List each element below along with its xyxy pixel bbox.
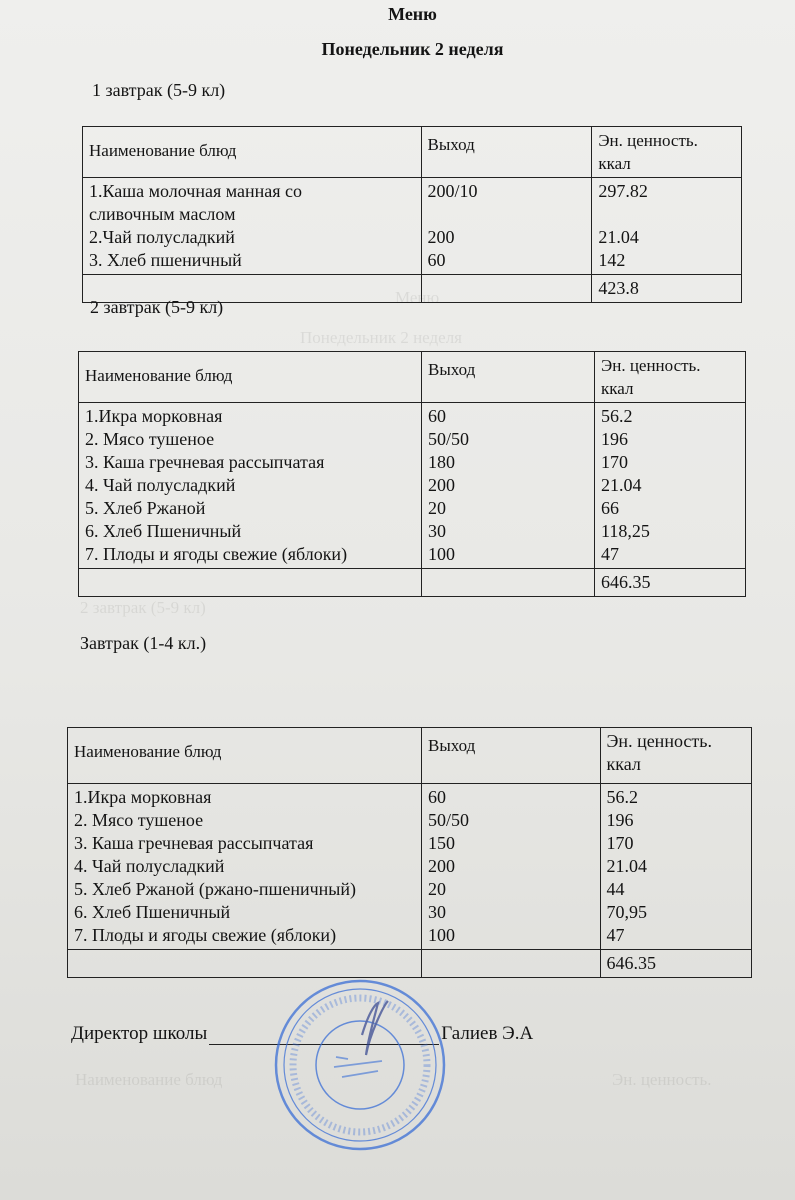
header-energy <box>595 352 746 403</box>
table-body-row <box>68 784 752 950</box>
menu-table-breakfast2 <box>78 351 746 597</box>
signature-name: Галиев Э.А <box>441 1023 534 1044</box>
bleed-through-text: Наименование блюд <box>75 1070 223 1089</box>
signature-role: Директор школы <box>71 1023 208 1044</box>
dish-name: 7. Плоды и ягоды свежие (яблоки) <box>85 544 348 564</box>
total-empty <box>68 950 422 978</box>
dish-output: 60 <box>428 787 447 807</box>
dish-name: 1.Икра морковная <box>74 787 212 807</box>
menu-table-breakfast-junior <box>67 727 752 978</box>
dish-output: 20 <box>428 879 447 899</box>
output-column <box>422 403 595 569</box>
table-header-row <box>83 127 742 178</box>
table-body-row <box>79 403 746 569</box>
menu-table-breakfast1 <box>82 126 742 303</box>
dish-energy: 196 <box>606 810 634 830</box>
header-dish: Наименование блюд <box>68 728 422 784</box>
total-empty <box>421 275 592 303</box>
dish-output: 200 <box>428 475 455 495</box>
dish-output: 200/10 <box>427 181 478 201</box>
header-energy-line2: ккал <box>598 154 631 173</box>
section-label-breakfast2: 2 завтрак (5-9 кл) <box>90 297 224 317</box>
energy-column <box>595 403 746 569</box>
header-output: Выход <box>422 352 595 403</box>
dish-output <box>428 203 586 226</box>
total-empty <box>422 569 595 597</box>
dish-output: 180 <box>428 452 455 472</box>
header-energy <box>600 728 751 784</box>
dish-name: 6. Хлеб Пшеничный <box>74 902 231 922</box>
dish-column <box>68 784 422 950</box>
dish-name: 3. Каша гречневая рассыпчатая <box>74 833 314 853</box>
dish-energy: 56.2 <box>601 406 633 426</box>
header-energy-line1: Эн. ценность. <box>606 731 712 751</box>
bleed-through-text: Эн. ценность. <box>612 1070 712 1089</box>
total-empty <box>79 569 422 597</box>
official-stamp <box>270 975 450 1155</box>
total-row <box>79 569 746 597</box>
dish-energy: 56.2 <box>606 787 639 807</box>
dish-output: 100 <box>428 925 456 945</box>
dish-output: 30 <box>428 902 447 922</box>
dish-name: 5. Хлеб Ржаной <box>85 498 206 518</box>
dish-energy: 196 <box>601 429 628 449</box>
dish-column <box>79 403 422 569</box>
stamp-center-ring <box>316 1021 404 1109</box>
dish-energy: 21.04 <box>601 475 642 495</box>
dish-column <box>83 178 422 275</box>
dish-energy: 21.04 <box>598 227 639 247</box>
dish-energy: 118,25 <box>601 521 650 541</box>
table-body-row <box>83 178 742 275</box>
total-energy: 646.35 <box>600 950 751 978</box>
dish-output: 200 <box>427 227 455 247</box>
header-energy <box>592 127 742 178</box>
energy-column <box>600 784 751 950</box>
dish-output: 200 <box>428 856 456 876</box>
dish-energy: 47 <box>606 925 625 945</box>
header-energy-line2: ккал <box>606 754 641 774</box>
dish-output: 60 <box>427 250 446 270</box>
dish-energy <box>598 203 735 226</box>
total-row <box>68 950 752 978</box>
dish-energy: 66 <box>601 498 619 518</box>
stamp-text-band <box>293 998 427 1132</box>
dish-output: 50/50 <box>428 429 470 449</box>
header-energy-line1: Эн. ценность. <box>598 131 698 150</box>
dish-name: 1.Икра морковная <box>85 406 223 426</box>
dish-energy: 21.04 <box>606 856 648 876</box>
dish-energy: 170 <box>601 452 628 472</box>
dish-energy: 44 <box>606 879 625 899</box>
dish-energy: 70,95 <box>606 902 648 922</box>
header-dish: Наименование блюд <box>83 127 422 178</box>
section-label-breakfast-junior: Завтрак (1-4 кл.) <box>80 633 207 653</box>
stamp-outer-ring <box>276 981 444 1149</box>
dish-name: 2. Мясо тушеное <box>74 810 204 830</box>
section-label-breakfast1: 1 завтрак (5-9 кл) <box>92 80 226 100</box>
dish-name: 2.Чай полусладкий <box>89 227 235 247</box>
dish-name: 6. Хлеб Пшеничный <box>85 521 242 541</box>
output-column <box>422 784 601 950</box>
table-header-row <box>79 352 746 403</box>
dish-name: 1.Каша молочная манная со <box>89 181 303 201</box>
output-column <box>421 178 592 275</box>
dish-output: 30 <box>428 521 446 541</box>
dish-name: 5. Хлеб Ржаной (ржано-пшеничный) <box>74 879 357 899</box>
total-empty <box>422 950 601 978</box>
stamp-inner-ring <box>284 989 436 1141</box>
dish-name: 7. Плоды и ягоды свежие (яблоки) <box>74 925 337 945</box>
table-header-row <box>68 728 752 784</box>
dish-name: сливочным маслом <box>89 204 236 224</box>
header-output: Выход <box>421 127 592 178</box>
bleed-through-text: 2 завтрак (5-9 кл) <box>80 598 206 617</box>
stamp-center-lettering <box>334 1057 382 1077</box>
bleed-through-text: Понедельник 2 неделя <box>300 328 462 347</box>
dish-output: 150 <box>428 833 456 853</box>
header-energy-line2: ккал <box>601 379 634 398</box>
total-energy: 646.35 <box>595 569 746 597</box>
dish-name: 4. Чай полусладкий <box>85 475 236 495</box>
dish-name: 3. Каша гречневая рассыпчатая <box>85 452 325 472</box>
dish-name: 4. Чай полусладкий <box>74 856 225 876</box>
dish-output: 20 <box>428 498 446 518</box>
dish-output: 60 <box>428 406 446 426</box>
document-subtitle: Понедельник 2 неделя <box>321 39 504 59</box>
dish-energy: 170 <box>606 833 634 853</box>
bleed-through-text: Меню <box>395 288 440 307</box>
dish-energy: 142 <box>598 250 626 270</box>
dish-name: 2. Мясо тушеное <box>85 429 215 449</box>
dish-output: 50/50 <box>428 810 470 830</box>
header-energy-line1: Эн. ценность. <box>601 356 701 375</box>
header-output: Выход <box>422 728 601 784</box>
dish-name: 3. Хлеб пшеничный <box>89 250 242 270</box>
header-dish: Наименование блюд <box>79 352 422 403</box>
dish-output: 100 <box>428 544 455 564</box>
energy-column <box>592 178 742 275</box>
dish-energy: 297.82 <box>598 181 648 201</box>
dish-energy: 47 <box>601 544 619 564</box>
document-title: Меню <box>388 4 437 24</box>
total-energy: 423.8 <box>592 275 742 303</box>
